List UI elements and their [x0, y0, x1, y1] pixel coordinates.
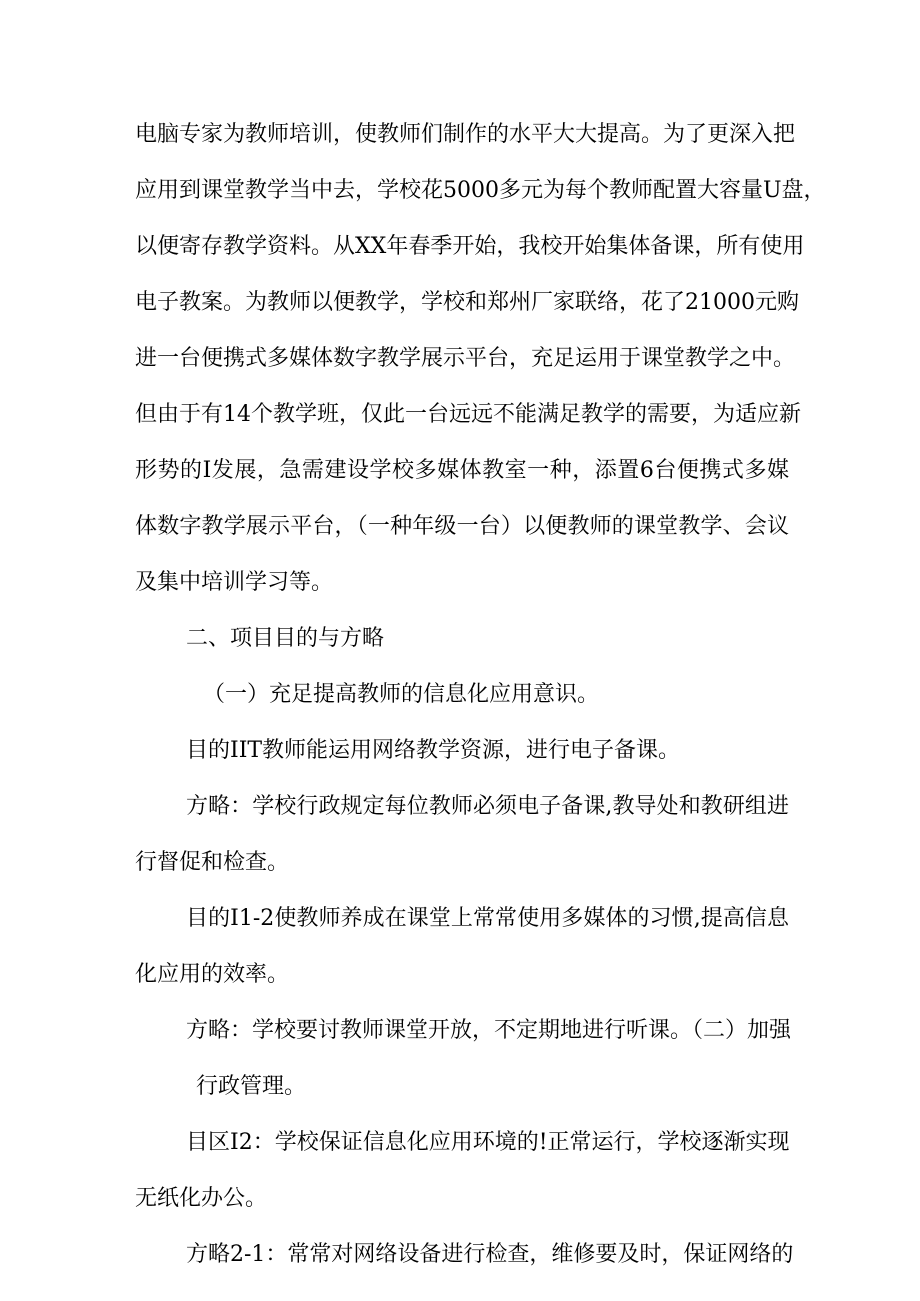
- text-line-14: 行督促和检查。: [135, 850, 290, 875]
- text-line-18: 行政管理。: [196, 1074, 307, 1099]
- text-line-9: 及集中培训学习等。: [135, 570, 334, 595]
- text-line-7: 形势的I发展，急需建设学校多媒体教室一种，添置6台便携式多媒: [135, 458, 789, 483]
- subsection-heading-1: （一）充足提高教师的信息化应用意识。: [203, 682, 600, 707]
- text-line-16: 化应用的效率。: [135, 962, 290, 987]
- text-line-2: 应用到课堂教学当中去，学校花5000多元为每个教师配置大容量U盘，: [135, 178, 826, 203]
- text-line-8: 体数字教学展示平台，（一种年级一台）以便教师的课堂教学、会议: [135, 514, 789, 539]
- text-line-13: 方略：学校行政规定每位教师必须电子备课,教导处和教研组进: [186, 794, 789, 819]
- text-line-5: 进一台便携式多媒体数字教学展示平台，充足运用于课堂教学之中。: [135, 346, 796, 371]
- text-line-3: 以便寄存教学资料。从XX年春季开始，我校开始集体备课，所有使用: [135, 234, 805, 259]
- text-line-4: 电子教案。为教师以便教学，学校和郑州厂家联络，花了21000元购: [135, 290, 799, 315]
- text-line-17: 方略：学校要讨教师课堂开放，不定期地进行听课。（二）加强: [186, 1018, 792, 1043]
- text-line-20: 无纸化办公。: [135, 1186, 268, 1211]
- text-line-15: 目的I1-2使教师养成在课堂上常常使用多媒体的习惯,提高信息: [186, 906, 789, 931]
- text-line-1: 电脑专家为教师培训，使教师们制作的水平大大提高。为了更深入把: [135, 122, 796, 147]
- text-line-6: 但由于有14个教学班，仅此一台远远不能满足教学的需要，为适应新: [135, 402, 801, 427]
- text-line-19: 目区I2：学校保证信息化应用环境的!正常运行，学校逐渐实现: [186, 1130, 790, 1155]
- text-line-21: 方略2-1：常常对网络设备进行检查，维修要及时，保证网络的: [186, 1242, 794, 1267]
- section-heading: 二、项目目的与方略: [186, 626, 385, 651]
- text-line-12: 目的IIT教师能运用网络教学资源，进行电子备课。: [186, 738, 681, 763]
